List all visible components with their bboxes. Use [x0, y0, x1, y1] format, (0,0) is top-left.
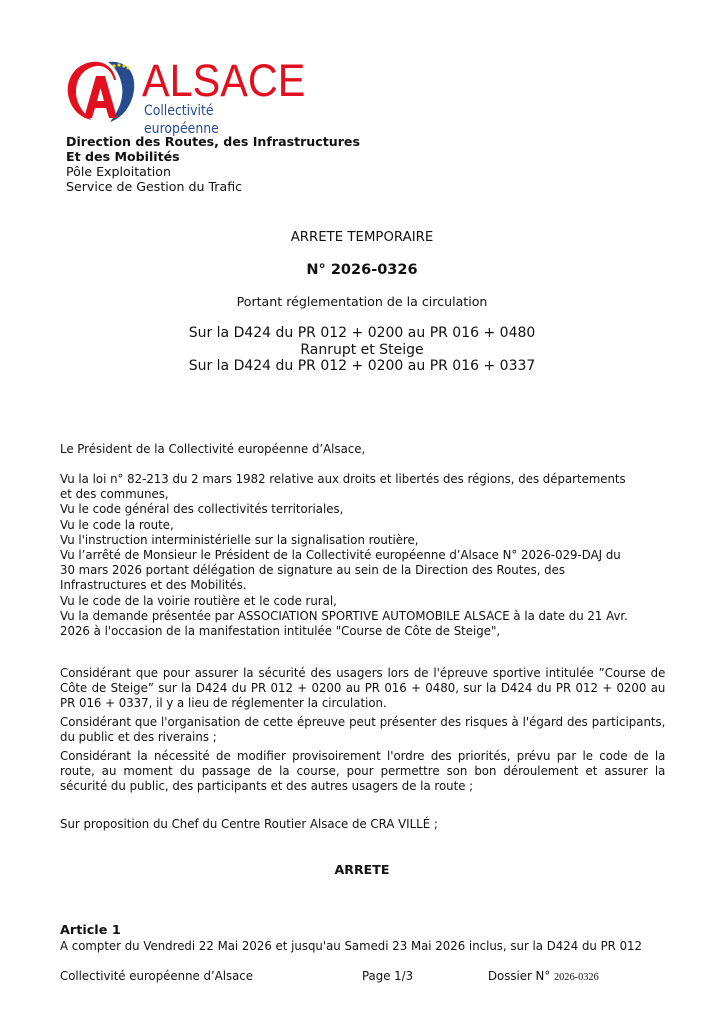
location-line: Ranrupt et Steige — [300, 341, 424, 358]
location-line: Sur la D424 du PR 012 + 0200 au PR 016 + 0480 — [188, 325, 536, 341]
department-header — [66, 134, 360, 194]
vu-line: Vu l'instruction interministérielle sur la signalisation routière, — [60, 531, 419, 547]
document-type: ARRETE TEMPORAIRE — [290, 230, 434, 245]
considerant-paragraph-3: Considérant la nécessité de modifier provisoirement l'ordre des priorités, prévu par le code de la route, au moment du passage de la course, pour permettre son bon déroulement et assurer la sécurité du public, des participants et des autres usagers de la route ; — [60, 748, 666, 794]
footer-dossier — [488, 968, 599, 985]
president-line: Le Président de la Collectivité européenne d’Alsace, — [60, 441, 366, 456]
department-line-2: Et des Mobilités — [66, 149, 180, 164]
vu-line: Vu l’arrêté de Monsieur le Président de la Collectivité européenne d’Alsace N° 2026-029-DAJ du — [60, 547, 621, 563]
alsace-logo — [62, 55, 312, 137]
footer-organization: Collectivité européenne d’Alsace — [60, 968, 253, 983]
footer-page-number: Page 1/3 — [362, 968, 414, 983]
considerant-paragraph-1: Considérant que pour assurer la sécurité des usagers lors de l'épreuve sportive intitulée ”Course de Côte de Steige” sur la D424 du PR 012 + 0200 au PR 016 + 0480, sur la D424 du PR 012 + 0200 au PR 016 + 0337, il y a lieu de réglementer la circulation. — [60, 665, 666, 711]
logo-subtitle: Collectivité européenne — [144, 103, 219, 137]
location-line: Sur la D424 du PR 012 + 0200 au PR 016 + 0337 — [188, 358, 536, 374]
article-1-title: Article 1 — [60, 923, 121, 938]
vu-line: 2026 à l'occasion de la manifestation intitulée "Course de Côte de Steige", — [60, 623, 501, 639]
vu-line: Vu la demande présentée par ASSOCIATION SPORTIVE AUTOMOBILE ALSACE à la date du 21 Avr. — [60, 607, 628, 623]
vu-line: Vu le code la route, — [60, 516, 174, 532]
decision-heading: ARRETE — [334, 862, 390, 877]
document-number: N° 2026-0326 — [306, 262, 418, 278]
vu-line: Vu le code de la voirie routière et le code rural, — [60, 592, 337, 608]
considerant-paragraph-2: Considérant que l'organisation de cette épreuve peut présenter des risques à l'égard des participants, du public et des riverains ; — [60, 714, 666, 745]
document-purpose: Portant réglementation de la circulation — [236, 294, 488, 309]
department-line-4: Service de Gestion du Trafic — [66, 179, 243, 194]
footer-dossier-number: 2026-0326 — [553, 971, 599, 983]
logo-wordmark: ALSACE — [142, 55, 306, 106]
location-block — [0, 325, 724, 375]
vu-line: Infrastructures et des Mobilités. — [60, 577, 247, 593]
footer-dossier-label: Dossier N° — [488, 968, 551, 983]
vu-list — [60, 471, 665, 638]
alsace-emblem-icon — [62, 56, 142, 124]
article-1-text: A compter du Vendredi 22 Mai 2026 et jusqu'au Samedi 23 Mai 2026 inclus, sur la D424 du PR 012 — [60, 938, 643, 953]
department-line-3: Pôle Exploitation — [66, 164, 171, 179]
vu-line: Vu la loi n° 82-213 du 2 mars 1982 relative aux droits et libertés des régions, des départements — [60, 471, 626, 486]
vu-line: et des communes, — [60, 486, 169, 502]
proposition-line: Sur proposition du Chef du Centre Routier Alsace de CRA VILLÉ ; — [60, 816, 438, 831]
vu-line: Vu le code général des collectivités territoriales, — [60, 501, 344, 517]
vu-line: 30 mars 2026 portant délégation de signature au sein de la Direction des Routes, des — [60, 562, 566, 578]
department-line-1: Direction des Routes, des Infrastructures — [66, 134, 360, 149]
